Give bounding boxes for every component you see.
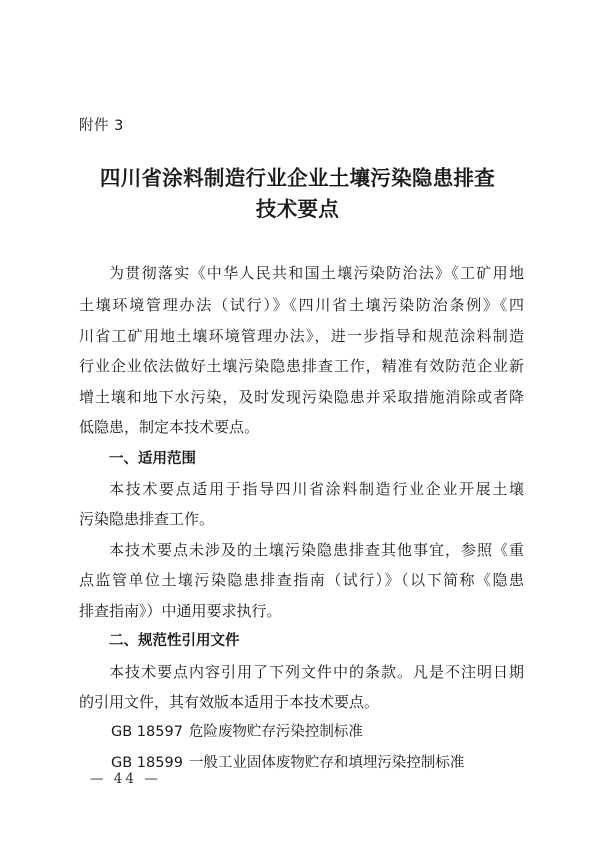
intro-line: 低隐患，制定本技术要点。 [79, 418, 260, 436]
standard-code: GB 18599 [111, 755, 183, 771]
page-number: — 44 — [90, 771, 161, 787]
standard-reference [111, 722, 363, 742]
standard-name: 一般工业固体废物贮存和填埋污染控制标准 [188, 755, 465, 771]
section-heading-scope: 一、适用范围 [109, 451, 196, 467]
scope-paragraph-line: 排查指南》）中通用要求执行。 [79, 602, 282, 620]
attachment-label: 附件 3 [79, 118, 124, 134]
document-title-line-2: 技术要点 [255, 197, 340, 221]
intro-line: 为贯彻落实《中华人民共和国土壤污染防治法》《工矿用地 [109, 264, 524, 282]
references-paragraph-line: 本技术要点内容引用了下列文件中的条款。凡是不注明日期 [109, 663, 524, 681]
scope-paragraph-line: 本技术要点未涉及的土壤污染隐患排查其他事宜，参照《重 [109, 541, 524, 559]
section-heading-references: 二、规范性引用文件 [109, 633, 240, 649]
intro-line: 增土壤和地下水污染，及时发现污染隐患并采取措施消除或者降 [79, 388, 524, 406]
intro-line: 川省工矿用地土壤环境管理办法》，进一步指导和规范涂料制造 [79, 327, 524, 345]
intro-line: 土壤环境管理办法（试行）》《四川省土壤污染防治条例》《四 [79, 296, 524, 314]
standard-reference [111, 753, 464, 773]
document-title-line-1: 四川省涂料制造行业企业土壤污染隐患排查 [99, 166, 496, 190]
references-paragraph-line: 的引用文件，其有效版本适用于本技术要点。 [79, 693, 380, 711]
scope-paragraph-line: 本技术要点适用于指导四川省涂料制造行业企业开展土壤 [109, 480, 524, 498]
standard-code: GB 18597 [111, 724, 183, 740]
scope-paragraph-line: 污染隐患排查工作。 [79, 510, 215, 528]
intro-line: 行业企业依法做好土壤污染隐患排查工作，精准有效防范企业新 [79, 357, 524, 375]
scope-paragraph-line: 点监管单位土壤污染隐患排查指南（试行）》（以下简称《隐患 [79, 571, 524, 589]
standard-name: 危险废物贮存污染控制标准 [188, 724, 363, 740]
